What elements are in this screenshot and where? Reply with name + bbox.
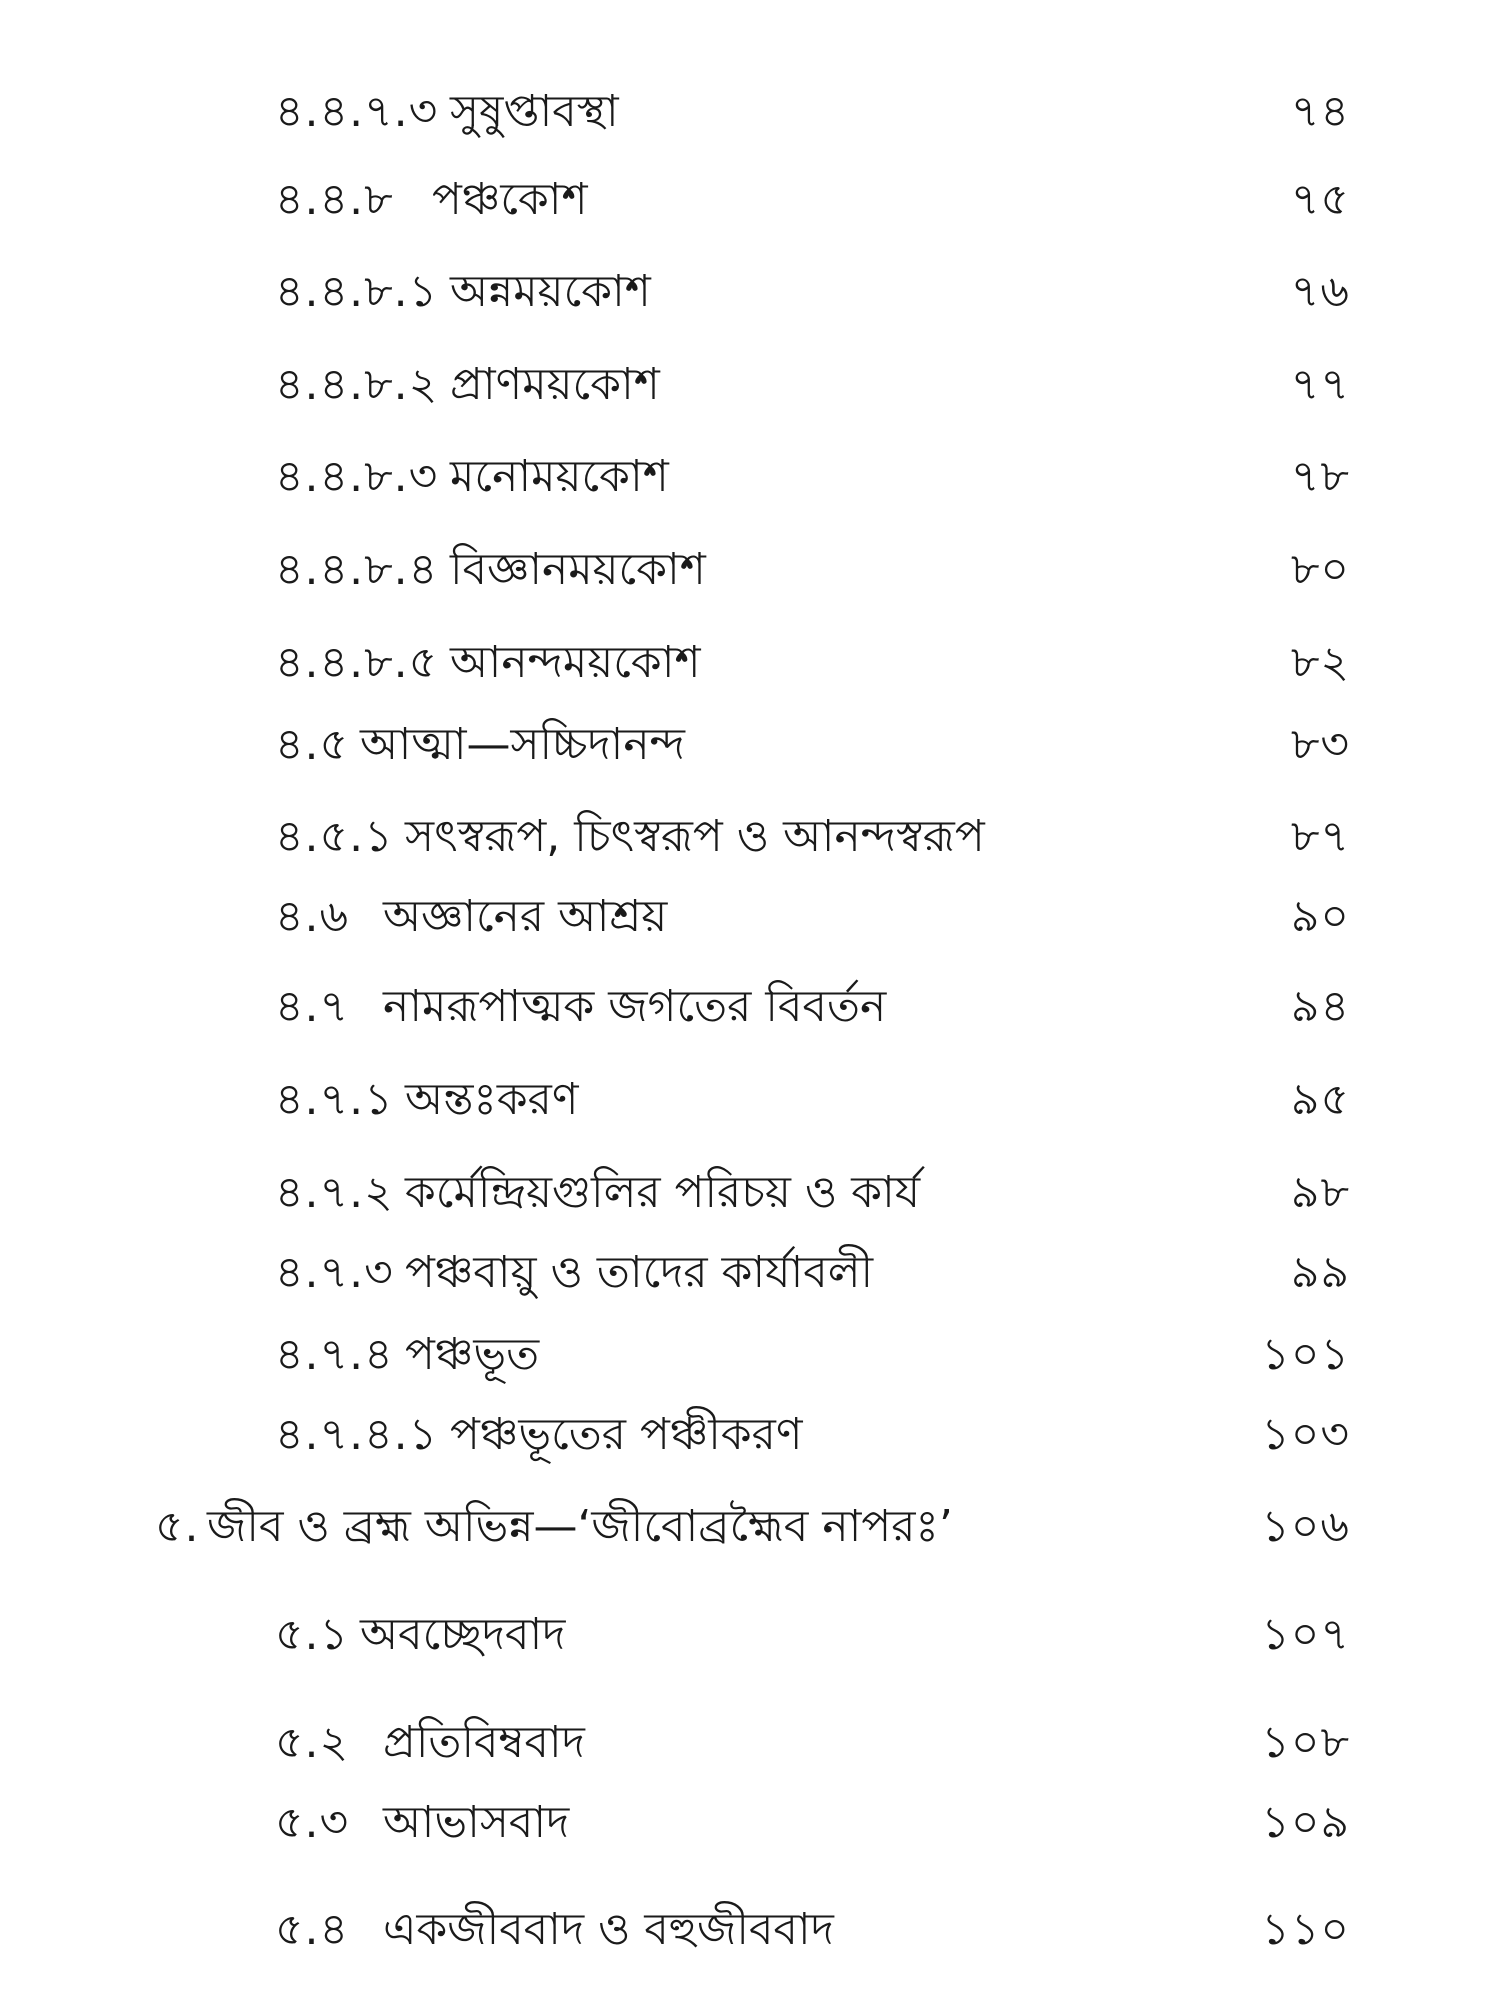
section-number: ৪.৪.৮.২ — [275, 359, 439, 410]
toc-entry — [0, 633, 1500, 693]
section-number: ৪.৭.৪ — [275, 1329, 394, 1380]
toc-entry — [0, 540, 1500, 600]
section-title: কর্মেন্দ্রিয়গুলির পরিচয় ও কার্য — [405, 1167, 921, 1218]
page-number: ৮৩ — [1290, 719, 1350, 770]
toc-entry — [0, 1325, 1500, 1385]
page-number: ৯৯ — [1290, 1247, 1350, 1298]
page-number: ১০৬ — [1261, 1501, 1350, 1552]
page-number: ১০৮ — [1261, 1717, 1350, 1768]
section-title: পঞ্চভূত — [405, 1329, 540, 1380]
page-number: ৯০ — [1290, 891, 1350, 942]
section-title: পঞ্চভূতের পঞ্চীকরণ — [450, 1409, 803, 1460]
section-number: ৪.৪.৮.১ — [275, 266, 439, 317]
page-number: ৯৫ — [1290, 1074, 1350, 1125]
section-number: ৪.৪.৮.৫ — [275, 637, 439, 688]
section-number: ৪.৭.১ — [275, 1074, 394, 1125]
page-number: ৮০ — [1290, 544, 1350, 595]
section-number: ৪.৪.৭.৩ — [275, 86, 439, 137]
page-number: ৮২ — [1290, 637, 1350, 688]
section-title: বিজ্ঞানময়কোশ — [450, 544, 706, 595]
section-title: অন্তঃকরণ — [405, 1074, 579, 1125]
section-number: ৪.৭ — [275, 981, 350, 1032]
section-number: ৪.৭.৩ — [275, 1247, 394, 1298]
section-title: মনোময়কোশ — [450, 451, 669, 502]
toc-entry — [0, 1163, 1500, 1223]
section-number: ৪.৭.২ — [275, 1167, 394, 1218]
section-number: ৪.৫.১ — [275, 811, 394, 862]
section-number: ৪.৪.৮.৩ — [275, 451, 439, 502]
section-number: ৫.১ — [275, 1609, 350, 1660]
section-number: ৪.৪.৮ — [275, 174, 394, 225]
chapter-title: জীব ও ব্রহ্ম অভিন্ন—‘জীবোব্রহ্মৈব নাপরঃ’ — [207, 1501, 953, 1552]
page-number: ১০১ — [1261, 1329, 1350, 1380]
toc-entry — [0, 1605, 1500, 1665]
section-number: ৪.৪.৮.৪ — [275, 544, 439, 595]
section-title: পঞ্চকোশ — [432, 174, 588, 225]
toc-entry — [0, 715, 1500, 775]
toc-entry — [0, 807, 1500, 867]
toc-entry — [0, 1793, 1500, 1853]
section-title: একজীববাদ ও বহুজীববাদ — [383, 1904, 834, 1955]
toc-entry — [0, 1070, 1500, 1130]
toc-entry — [0, 887, 1500, 947]
page-number: ৯৪ — [1290, 981, 1350, 1032]
page-number: ৭৪ — [1290, 86, 1350, 137]
section-number: ৪.৭.৪.১ — [275, 1409, 439, 1460]
page-number: ৮৭ — [1290, 811, 1350, 862]
section-title: সুষুপ্তাবস্থা — [450, 86, 619, 137]
section-title: আত্মা—সচ্চিদানন্দ — [360, 719, 685, 770]
page-number: ৭৬ — [1290, 266, 1350, 317]
section-number: ৫.২ — [275, 1717, 350, 1768]
section-title: আভাসবাদ — [383, 1797, 570, 1848]
toc-entry — [0, 262, 1500, 322]
section-title: প্রাণময়কোশ — [450, 359, 660, 410]
toc-entry — [0, 447, 1500, 507]
section-title: সৎস্বরূপ, চিৎস্বরূপ ও আনন্দস্বরূপ — [405, 811, 985, 862]
page-number: ১১০ — [1261, 1904, 1350, 1955]
toc-entry — [0, 170, 1500, 230]
section-number: ৪.৫ — [275, 719, 350, 770]
toc-entry — [0, 1405, 1500, 1465]
toc-chapter-entry — [0, 1497, 1500, 1557]
section-title: নামরূপাত্মক জগতের বিবর্তন — [383, 981, 887, 1032]
section-title: অজ্ঞানের আশ্রয় — [383, 891, 668, 942]
page-number: ১০৯ — [1261, 1797, 1350, 1848]
toc-entry — [0, 1713, 1500, 1773]
section-number: ৫.৩ — [275, 1797, 350, 1848]
page-number: ৭৫ — [1290, 174, 1350, 225]
page-number: ৭৭ — [1290, 359, 1350, 410]
toc-entry — [0, 1900, 1500, 1960]
section-title: অবচ্ছেদবাদ — [360, 1609, 566, 1660]
toc-entry — [0, 82, 1500, 142]
chapter-number: ৫. — [155, 1501, 200, 1552]
page-number: ৭৮ — [1290, 451, 1350, 502]
section-title: অন্নময়কোশ — [450, 266, 651, 317]
section-title: আনন্দময়কোশ — [450, 637, 701, 688]
page-number: ১০৭ — [1261, 1609, 1350, 1660]
page-number: ১০৩ — [1261, 1409, 1350, 1460]
section-title: প্রতিবিম্ববাদ — [383, 1717, 585, 1768]
toc-entry — [0, 355, 1500, 415]
toc-entry — [0, 977, 1500, 1037]
page-number: ৯৮ — [1290, 1167, 1350, 1218]
section-number: ৪.৬ — [275, 891, 350, 942]
toc-entry — [0, 1243, 1500, 1303]
section-number: ৫.৪ — [275, 1904, 350, 1955]
section-title: পঞ্চবায়ু ও তাদের কার্যাবলী — [405, 1247, 874, 1298]
